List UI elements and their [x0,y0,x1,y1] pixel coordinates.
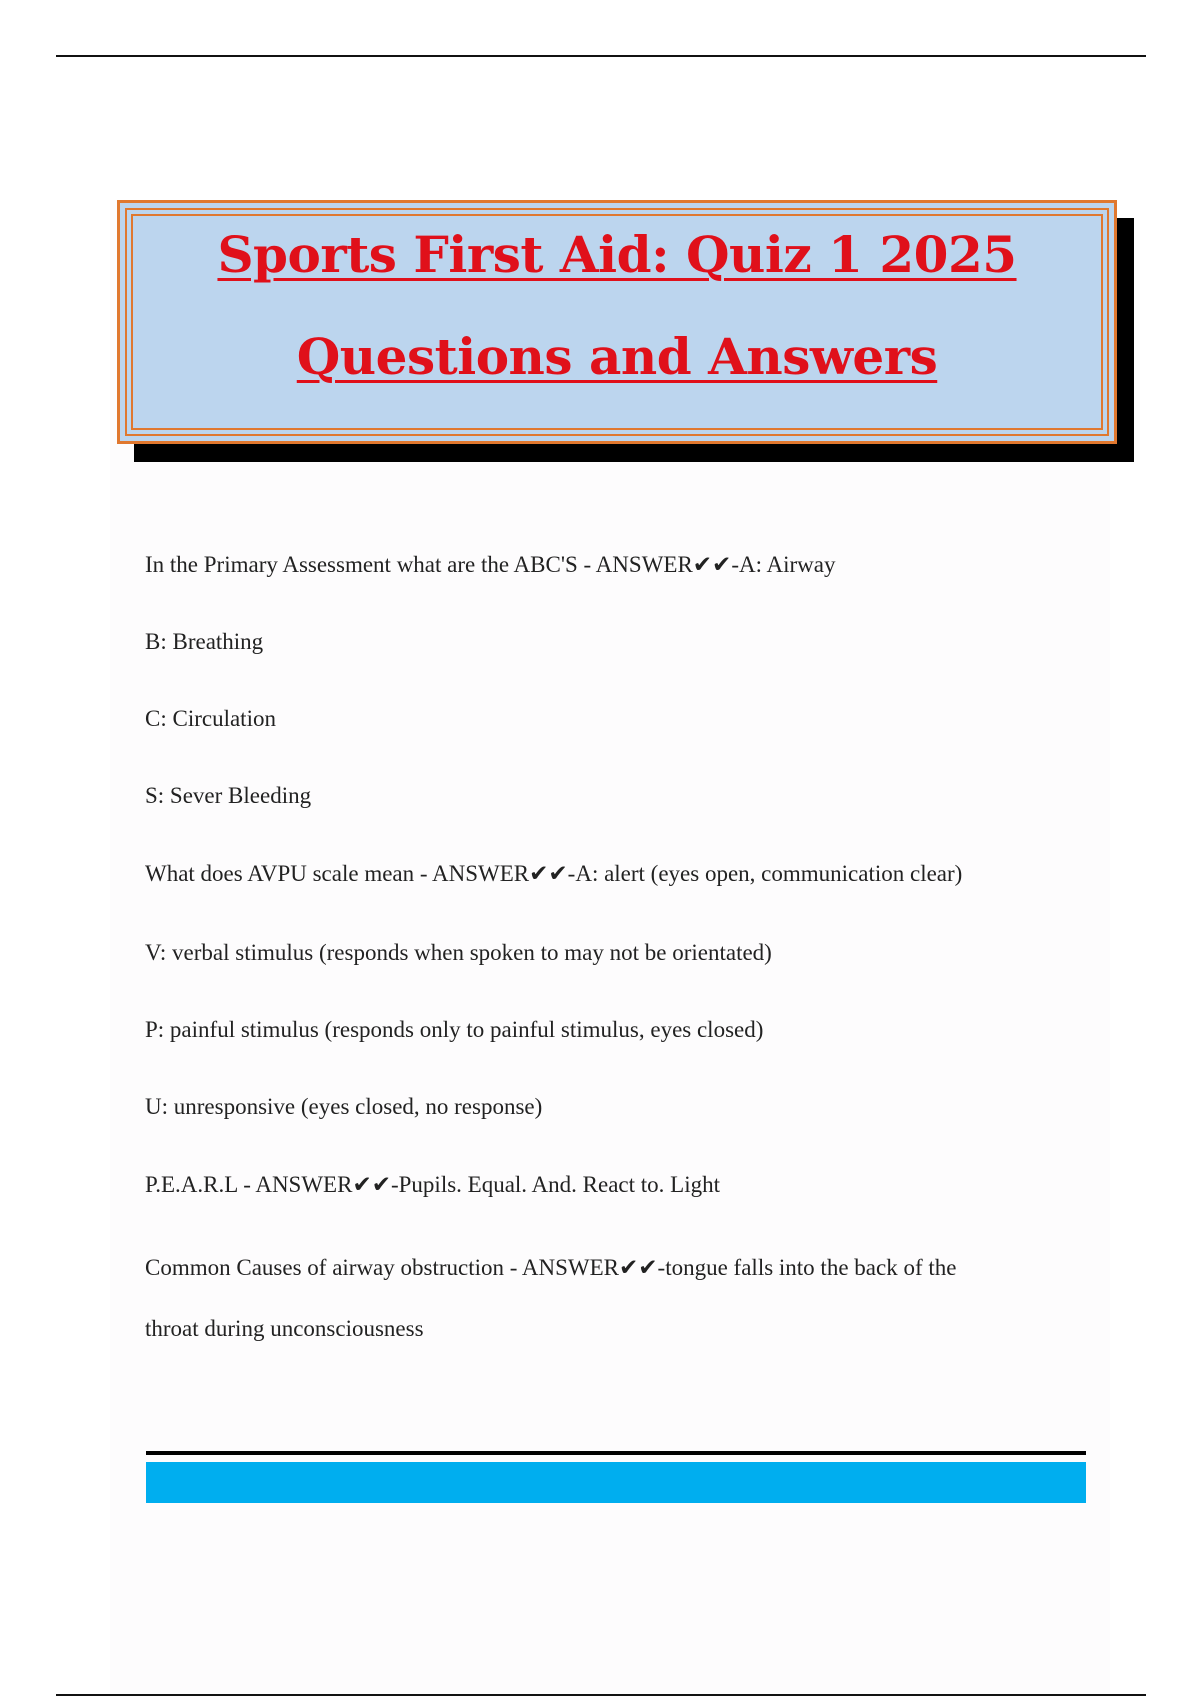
qa-line-unresponsive: U: unresponsive (eyes closed, no response) [145,1094,543,1119]
qa-line-breathing: B: Breathing [145,629,264,654]
qa-line-circulation: C: Circulation [145,706,276,731]
qa-line-airway-question: Common Causes of airway obstruction - ANSWER✔✔-tongue falls into the back of the [145,1255,957,1280]
qa-line-bleeding: S: Sever Bleeding [145,783,312,808]
qa-line-pearl: P.E.A.R.L - ANSWER✔✔-Pupils. Equal. And. React to. Light [145,1172,720,1197]
qa-line-painful: P: painful stimulus (responds only to painful stimulus, eyes closed) [145,1017,764,1042]
footer-rule [146,1451,1086,1455]
title-line-1: Sports First Aid: Quiz 1 2025 [217,225,1017,284]
qa-line-verbal: V: verbal stimulus (responds when spoken to may not be orientated) [145,940,772,965]
footer-bar [146,1462,1086,1503]
title-line-2: Questions and Answers [296,327,938,386]
title-box [117,200,1117,444]
top-rule [56,55,1146,57]
qa-line-avpu-question: What does AVPU scale mean - ANSWER✔✔-A: alert (eyes open, communication clear) [145,861,963,886]
bottom-rule [56,1694,1146,1696]
qa-line-airway-answer: throat during unconsciousness [145,1316,424,1341]
qa-line-abc-question: In the Primary Assessment what are the ABC'S - ANSWER✔✔-A: Airway [145,552,836,577]
